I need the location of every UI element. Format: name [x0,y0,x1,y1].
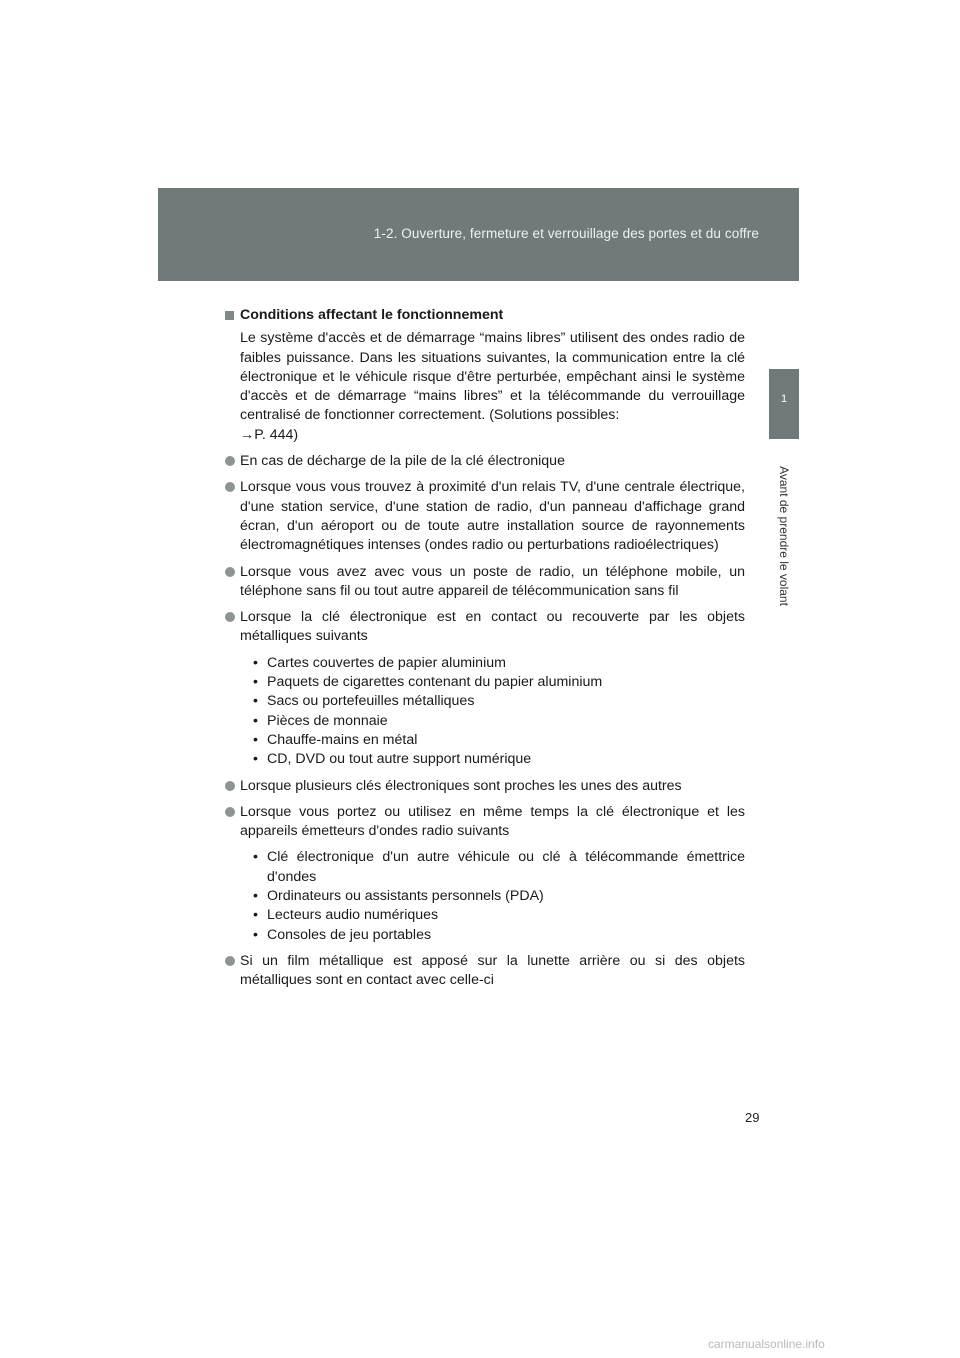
chapter-side-tab [769,369,799,439]
sub-item-text: CD, DVD ou tout autre support numérique [267,751,532,768]
sub-item-text: Pièces de monnaie [267,712,388,729]
list-item [225,478,745,555]
square-bullet-icon [225,311,234,320]
list-item [225,608,745,647]
page-content [225,306,745,991]
sub-item-text: Lecteurs audio numériques [267,907,439,924]
sub-item [253,712,745,731]
chapter-side-label: Avant de prendre le volant [777,466,791,606]
sub-item-text: Chauffe-mains en métal [267,731,418,748]
sub-item [253,731,745,750]
sub-item-text: Ordinateurs ou assistants personnels (PDA) [267,888,544,905]
sub-item [253,887,745,906]
sub-item [253,673,745,692]
section-title: Conditions affectant le fonctionnement [240,307,504,323]
chapter-header-band [158,188,799,281]
sub-bullet-mark: • [253,751,258,768]
sub-item [253,926,745,945]
sub-bullet-mark: • [253,654,258,671]
sub-item [253,750,745,769]
list-item [225,452,745,471]
sub-item [253,848,745,887]
list-item [225,777,745,796]
sub-item [253,654,745,673]
list-item [225,952,745,991]
sub-item-text: Sacs ou portefeuilles métalliques [267,693,475,710]
sub-bullet-mark: • [253,849,258,866]
radio-devices-sublist [253,848,745,944]
page-number: 29 [745,1110,760,1125]
sub-item-text: Paquets de cigarettes contenant du papier aluminium [267,674,603,691]
metal-objects-sublist [253,654,745,770]
sub-item-text: Consoles de jeu portables [267,926,432,943]
chapter-number: 1 [780,393,788,405]
section-heading [225,306,745,325]
site-watermark: carmanualsonline.info [708,1337,825,1351]
sub-bullet-mark: • [253,888,258,905]
sub-item [253,906,745,925]
round-bullet-icon [225,482,235,492]
sub-bullet-mark: • [253,712,258,729]
list-item-text: Lorsque la clé électronique est en contact ou recouverte par les objets métalliques suivants [240,609,745,645]
round-bullet-icon [225,956,235,966]
sub-item [253,692,745,711]
list-item-text: Lorsque vous portez ou utilisez en même temps la clé électronique et les appareils émetteurs d'ondes radio suivants [240,803,745,840]
sub-item-text: Cartes couvertes de papier aluminium [267,654,506,671]
chapter-header-title: 1-2. Ouverture, fermeture et verrouillage des portes et du coffre [373,226,759,241]
list-item-text: Lorsque vous avez avec vous un poste de radio, un téléphone mobile, un téléphone sans fil ou tout autre appareil de télécommunication sans fil [240,563,745,599]
list-item-text: Si un film métallique est apposé sur la lunette arrière ou si des objets métalliques sont en contact avec celle-ci [240,952,745,989]
round-bullet-icon [225,807,235,817]
sub-bullet-mark: • [253,926,258,943]
round-bullet-icon [225,612,235,622]
section-intro: Le système d'accès et de démarrage “mains libres” utilisent des ondes radio de faibles puissance. Dans les situations suivantes, la communication entre la clé électronique et le véhicule risque d'être perturbée, empêchant ainsi le système d'accès et de démarrage “mains libres” et la télécommande du verrouillage centralisé de fonctionner correctement. (Solutions possibles: [240,330,745,424]
page-reference-link[interactable]: →P. 444) [240,426,299,443]
sub-bullet-mark: • [253,674,258,691]
list-item [225,803,745,842]
list-item-text: Lorsque plusieurs clés électroniques sont proches les unes des autres [240,777,682,794]
list-item [225,563,745,602]
list-item-text: En cas de décharge de la pile de la clé électronique [240,453,565,470]
sub-bullet-mark: • [253,907,258,924]
list-item-text: Lorsque vous vous trouvez à proximité d'un relais TV, d'une centrale électrique, d'une station service, d'une station de radio, d'un panneau d'affichage grand écran, d'un aéroport ou de toute autre installation source de rayonnements électromagnétiques intenses (ondes radio ou perturbations radioélectriques) [240,479,745,554]
sub-bullet-mark: • [253,693,258,710]
round-bullet-icon [225,567,235,577]
sub-bullet-mark: • [253,731,258,748]
round-bullet-icon [225,456,235,466]
sub-item-text: Clé électronique d'un autre véhicule ou clé à télécommande émettrice d'ondes [267,849,745,885]
round-bullet-icon [225,781,235,791]
